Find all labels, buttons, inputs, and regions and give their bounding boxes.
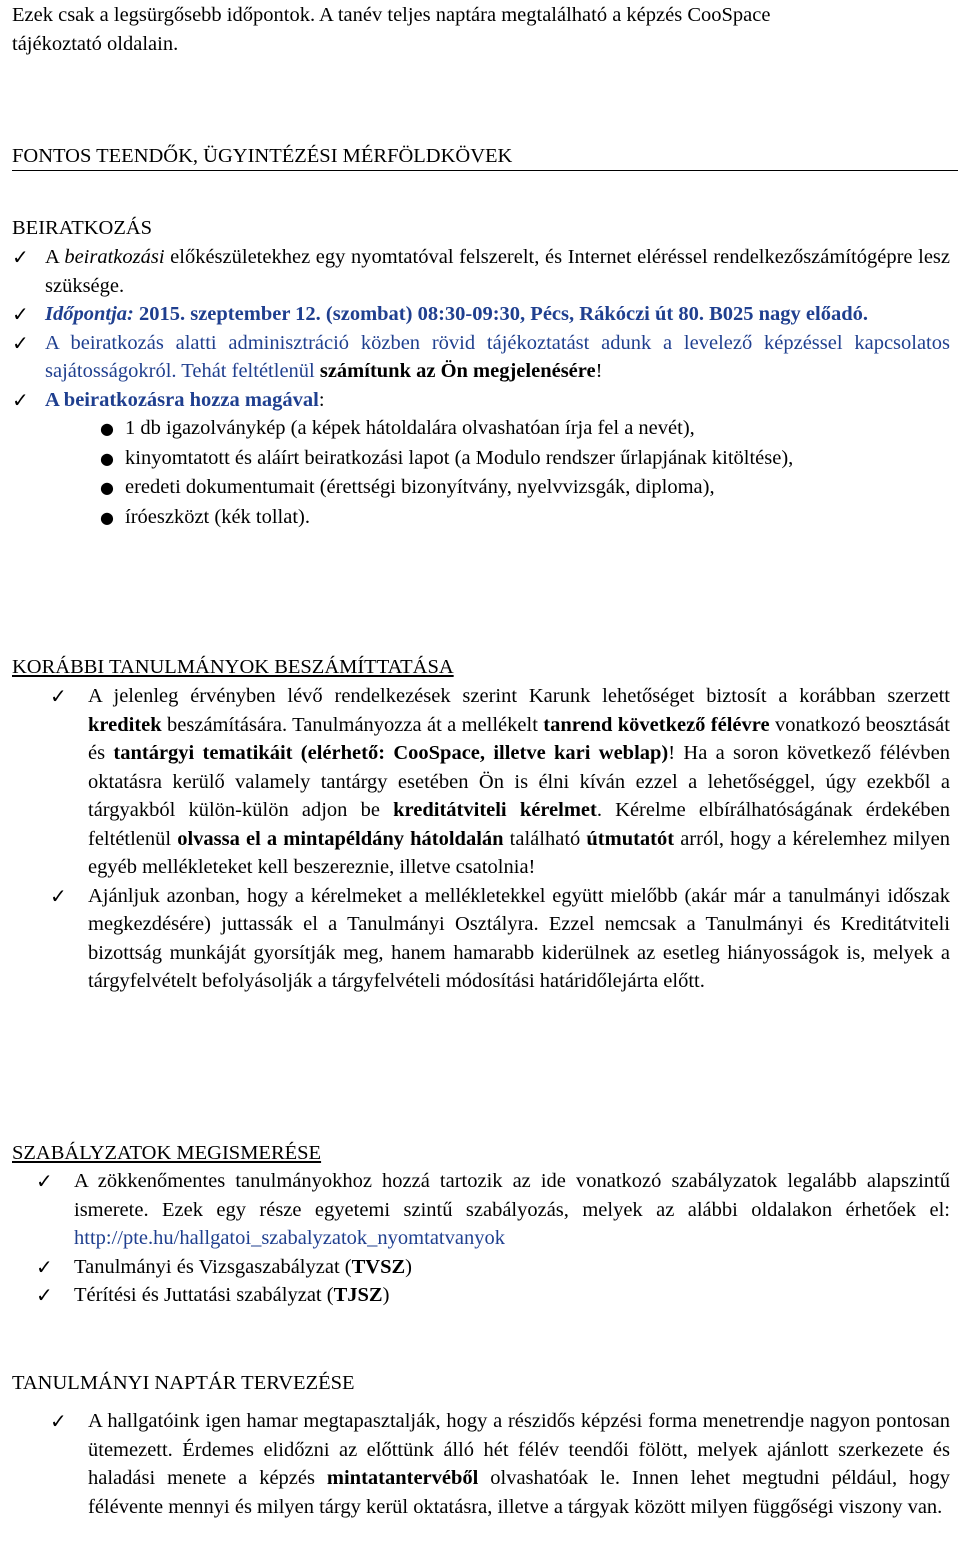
korabbi-item-1: ✓ A jelenleg érvényben lévő rendelkezések szerint Karunk lehetőséget biztosít a korábban szerzett kreditek beszámítására. Tanulmányozza át a mellékelt tanrend következő félévre vonatkozó beosztását és tantárgyi tematikáit (elérhető: CooSpace, illetve kari weblap)! Ha a soron következő félévben oktatásra kerülő valamely tantárgy esetében Ön is élni kíván ezzel a lehetőséggel, úgy ezekből a tárgyakból külön-külön adjon be kreditátviteli kérelmet. Kérelme elbírálhatóságának érdekében feltétlenül olvassa el a mintapéldány hátoldalán található útmutatót arról, hogy a kérelemhez milyen egyéb mellékleteket kell beszereznie, illetve csatolnia!	[50, 684, 951, 878]
intro-line-2: tájékoztató oldalain.	[12, 32, 179, 55]
naptar-title: TANULMÁNYI NAPTÁR TERVEZÉSE	[12, 1372, 355, 1394]
beiratkozas-item-3: ✓ A beiratkozás alatti adminisztráció közben rövid tájékoztatást adunk a levelező képzéssel kapcsolatos sajátosságokról. Tehát feltétlenül számítunk az Ön megjelenésére!	[12, 330, 950, 382]
check-icon: ✓	[50, 684, 67, 708]
korabbi-item-2: ✓ Ajánljuk azonban, hogy a kérelmeket a mellékletekkel együtt mielőbb (akár már a tanulmányi időszak megkezdésére) juttassák el a Tanulmányi Osztályra. Ezzel nemcsak a Tanulmányi és Kreditátviteli bizottság munkáját gyorsítják meg, hanem hamarabb kiderülnek az esetleg hiányosságok is, melyek a tárgyfelvételt befolyásolják a tárgyfelvételi módosítási határidőlejárta előtt.	[50, 883, 950, 992]
date-value: 2015. szeptember 12.	[133, 303, 326, 325]
milestones-title: FONTOS TEENDŐK, ÜGYINTÉZÉSI MÉRFÖLDKÖVEK	[12, 142, 958, 171]
korabbi-title: KORÁBBI TANULMÁNYOK BESZÁMÍTTATÁSA	[12, 656, 454, 678]
szabalyzatok-title: SZABÁLYZATOK MEGISMERÉSE	[12, 1142, 322, 1164]
check-icon: ✓	[36, 1254, 53, 1279]
bullet-icon: ●	[100, 448, 114, 468]
check-icon: ✓	[50, 883, 67, 908]
milestones-section	[12, 142, 950, 171]
bullet-icon: ●	[100, 419, 114, 438]
check-icon: ✓	[12, 302, 29, 326]
beiratkozas-title: BEIRATKOZÁS	[12, 217, 153, 239]
check-icon: ✓	[36, 1169, 53, 1193]
beiratkozas-section	[12, 214, 950, 532]
date-label: Időpontja:	[45, 303, 134, 325]
check-icon: ✓	[12, 387, 29, 412]
bullet-icon: ●	[100, 507, 114, 527]
beiratkozas-item-4: ✓ A beiratkozásra hozza magával:	[12, 386, 950, 415]
regulations-link[interactable]: http://pte.hu/hallgatoi_szabalyzatok_nyomtatvanyok	[74, 1227, 505, 1249]
check-icon: ✓	[12, 245, 29, 269]
korabbi-section	[12, 653, 950, 996]
check-icon: ✓	[36, 1283, 53, 1307]
szabalyzatok-item-tvsz: ✓ Tanulmányi és Vizsgaszabályzat (TVSZ)	[12, 1253, 950, 1282]
intro-line-1: Ezek csak a legsürgősebb időpontok. A tanév teljes naptára megtalálható a képzés CooSpace	[12, 4, 771, 26]
intro-paragraph	[12, 1, 950, 58]
list-item: ● kinyomtatott és aláírt beiratkozási lapot (a Modulo rendszer űrlapjának kitöltése),	[12, 444, 950, 474]
naptar-item-1: ✓ A hallgatóink igen hamar megtapasztalják, hogy a részidős képzési forma menetrendje nagyon pontosan ütemezett. Érdemes elidőzni az előttünk álló hét félév teendői fölött, melyek ajánlott szerkezete és haladási menete a képzés mintatantervéből olvashatóak le. Innen lehet megtudni például, hogy félévente mennyi és milyen tárgy kerül oktatásra, illetve a tárgyak között milyen függőségi viszony van.	[50, 1409, 950, 1518]
szabalyzatok-section	[12, 1139, 950, 1310]
list-item: ● íróeszközt (kék tollat).	[12, 503, 950, 533]
date-details: (szombat) 08:30-09:30, Pécs, Rákóczi út 80. B025 nagy előadó.	[325, 303, 868, 325]
naptar-section	[12, 1369, 950, 1521]
szabalyzatok-item-1: ✓ A zökkenőmentes tanulmányokhoz hozzá tartozik az ide vonatkozó szabályzatok legalább alapszintű ismerete. Ezek egy része egyetemi szintű szabályozás, melyek az alábbi oldalakon érhetőek el: http://pte.hu/hallgatoi_szabalyzatok_nyomtatvanyok	[36, 1169, 950, 1249]
list-item: ● eredeti dokumentumait (érettségi bizonyítvány, nyelvvizsgák, diploma),	[12, 473, 950, 503]
szabalyzatok-item-tjsz: ✓ Térítési és Juttatási szabályzat (TJSZ)	[12, 1281, 950, 1310]
bullet-icon: ●	[100, 478, 114, 497]
check-icon: ✓	[50, 1409, 67, 1433]
beiratkozas-item-1: ✓ A beiratkozási előkészületekhez egy nyomtatóval felszerelt, és Internet eléréssel rendelkezőszámítógépre lesz szüksége.	[12, 245, 950, 297]
list-item: ● 1 db igazolványkép (a képek hátoldalára olvashatóan írja fel a nevét),	[12, 414, 950, 444]
check-icon: ✓	[12, 330, 29, 355]
beiratkozas-item-2	[12, 300, 950, 329]
